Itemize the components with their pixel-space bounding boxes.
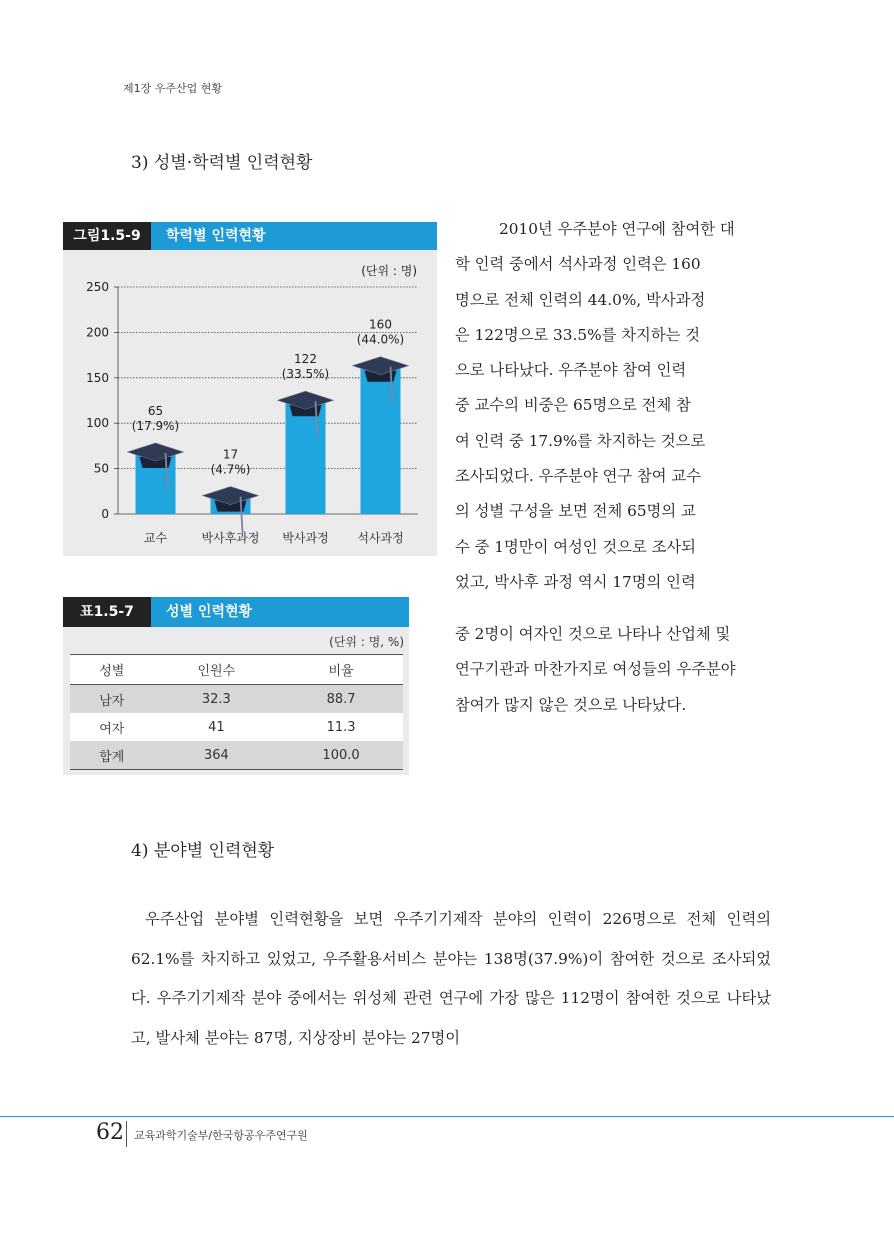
text-line: 조사되었다. 우주분야 연구 참여 교수	[455, 467, 701, 486]
text-line: 명으로 전체 인력의 44.0%, 박사과정	[455, 290, 706, 309]
table-cell: 여자	[70, 713, 154, 741]
col-header-gender: 성별	[70, 655, 154, 685]
figure-title: 학력별 인력현황	[166, 228, 266, 244]
x-tick-label: 교수	[143, 531, 168, 545]
bar	[286, 403, 326, 514]
chart-x-ticks	[144, 530, 404, 545]
text-line: 참여가 많지 않은 것으로 나타났다.	[455, 695, 687, 714]
footer-divider	[126, 1121, 127, 1147]
table-cell: 364	[154, 741, 279, 770]
table-cell: 32.3	[154, 685, 279, 714]
y-tick-label: 50	[93, 461, 109, 476]
table-cell: 41	[154, 713, 279, 741]
data-label-value: 160	[369, 317, 392, 332]
data-label-value: 65	[147, 403, 164, 418]
y-tick-label: 0	[101, 507, 109, 521]
y-tick-label: 250	[86, 280, 109, 294]
table-row	[70, 713, 403, 741]
text-line: 연구기관과 마찬가지로 여성들의 우주분야	[455, 660, 736, 679]
text-line: 의 성별 구성을 보면 전체 65명의 교	[455, 502, 696, 521]
table-tag: 표1.5-7	[63, 597, 151, 627]
y-tick-label: 200	[86, 325, 109, 340]
page-number: 62	[96, 1120, 124, 1145]
section-heading-3: 3) 성별·학력별 인력현황	[131, 153, 313, 173]
table-cell: 100.0	[279, 741, 403, 770]
col-header-count: 인원수	[154, 655, 279, 685]
text-line: 중 교수의 비중은 65명으로 전체 참	[455, 396, 691, 415]
section-heading-4: 4) 분야별 인력현황	[131, 841, 275, 861]
text-line: 었고, 박사후 과정 역시 17명의 인력	[455, 572, 696, 591]
table-cell: 남자	[70, 685, 154, 714]
chart-unit: (단위 : 명)	[361, 264, 417, 278]
paragraph-continuation	[455, 617, 773, 723]
paragraph-text: 우주산업 분야별 인력현황을 보면 우주기기제작 분야의 인력이 226명으로 전체 인력의 62.1%를 차지하고 있었고, 우주활용서비스 분야는 138명(37.9%)이 참여한 것으로 조사되었다. 우주기기제작 분야 중에서는 위성체 관련 연구에 가장 많은 112명이 참여한 것으로 나타났고, 발사체 분야는 87명, 지상장비 분야는 27명이	[131, 910, 772, 1047]
chart-y-ticks	[86, 280, 118, 521]
table-cell: 합계	[70, 741, 154, 770]
table-row	[70, 685, 403, 714]
x-tick-label: 박사과정	[282, 531, 329, 545]
education-bar-chart	[63, 250, 437, 556]
col-header-ratio: 비율	[279, 655, 403, 685]
data-label-percent: (44.0%)	[356, 332, 405, 347]
table-cell: 88.7	[279, 685, 403, 714]
table-unit: (단위 : 명, %)	[329, 635, 404, 649]
data-label-percent: (33.5%)	[281, 367, 330, 382]
text-line: 중 2명이 여자인 것으로 나타나 산업체 및	[455, 625, 731, 643]
data-label-percent: (17.9%)	[131, 418, 180, 433]
y-tick-label: 150	[86, 370, 109, 385]
data-label-value: 122	[294, 352, 317, 367]
text-line: 은 122명으로 33.5%를 차지하는 것	[455, 325, 701, 344]
figure-tag: 그림1.5-9	[63, 222, 151, 250]
running-head: 제1장 우주산업 현황	[123, 82, 222, 95]
footer-organization: 교육과학기술부/한국항공우주연구원	[134, 1129, 308, 1142]
gender-table	[70, 654, 403, 770]
data-label-percent: (4.7%)	[210, 462, 251, 477]
text-line: 2010년 우주분야 연구에 참여한 대	[499, 220, 735, 238]
table-title: 성별 인력현황	[166, 604, 253, 620]
text-line: 여 인력 중 17.9%를 차지하는 것으로	[455, 431, 706, 450]
data-label-value: 17	[222, 447, 239, 462]
footer-rule	[0, 1116, 894, 1117]
x-tick-label: 석사과정	[357, 531, 404, 545]
text-line: 으로 나타났다. 우주분야 참여 인력	[455, 361, 687, 380]
right-column-text	[455, 212, 773, 600]
bar	[361, 369, 401, 514]
chart-bars	[136, 369, 401, 514]
text-line: 학 인력 중에서 석사과정 인력은 160	[455, 255, 701, 274]
body-paragraph	[131, 900, 771, 1058]
text-line: 수 중 1명만이 여성인 것으로 조사되	[455, 537, 696, 556]
y-tick-label: 100	[86, 416, 109, 431]
table-header-row	[70, 655, 403, 685]
table-cell: 11.3	[279, 713, 403, 741]
table-row	[70, 741, 403, 770]
x-tick-label: 박사후과정	[201, 531, 260, 545]
